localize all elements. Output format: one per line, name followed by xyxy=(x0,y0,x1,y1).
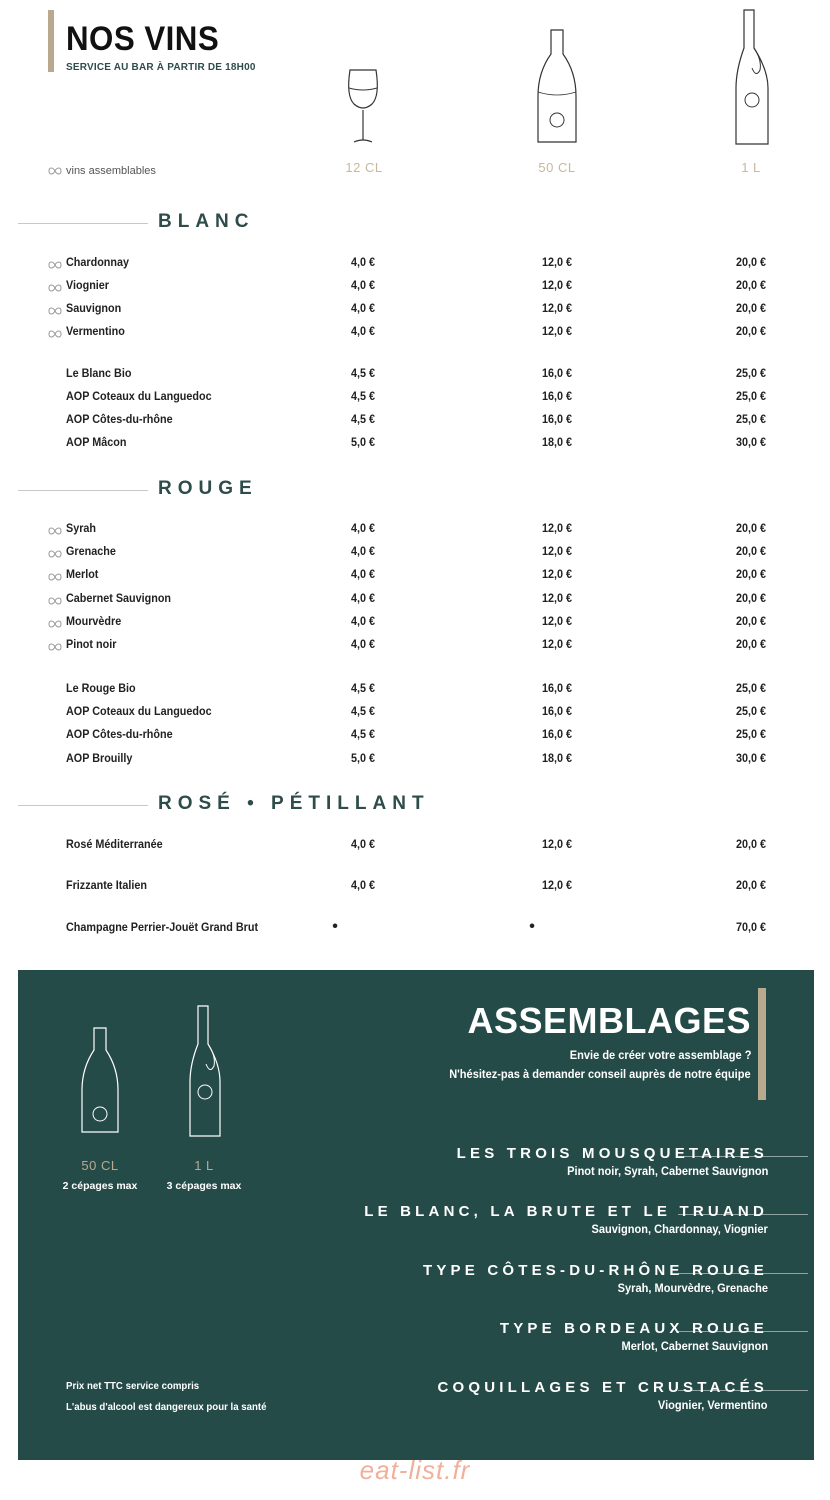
price-p3: 20,0 € xyxy=(735,521,766,535)
section-divider xyxy=(18,490,148,491)
wine-name: Rosé Méditerranée xyxy=(66,837,163,851)
wine-name: AOP Coteaux du Languedoc xyxy=(66,704,212,718)
blend-item xyxy=(457,1145,768,1178)
wine-row xyxy=(0,323,830,341)
price-p3: 20,0 € xyxy=(735,878,766,892)
wine-name: Frizzante Italien xyxy=(66,878,148,892)
wine-name: Viognier xyxy=(66,278,110,292)
wine-name: AOP Côtes-du-rhône xyxy=(66,727,173,741)
assemblages-accent-bar xyxy=(758,988,766,1100)
legend-label: vins assemblables xyxy=(66,165,156,177)
size-header-1l: 1 L xyxy=(741,160,761,175)
wine-row xyxy=(0,411,830,429)
wine-row xyxy=(0,680,830,698)
price-p1: 4,0 € xyxy=(350,837,375,851)
price-p2: 16,0 € xyxy=(541,366,572,380)
infinity-icon xyxy=(48,547,62,561)
bottle-1l-icon xyxy=(186,1004,224,1140)
price-p1: • xyxy=(332,918,338,935)
watermark: eat-list.fr xyxy=(359,1455,471,1485)
infinity-icon xyxy=(48,524,62,538)
blend-item xyxy=(437,1379,768,1412)
price-p2: 16,0 € xyxy=(541,704,572,718)
price-p1: 4,0 € xyxy=(350,567,375,581)
bottle-1l-icon xyxy=(732,8,772,148)
wine-name: Merlot xyxy=(66,567,99,581)
size-header-50cl: 50 CL xyxy=(538,160,576,175)
infinity-icon xyxy=(48,570,62,584)
price-p2: 12,0 € xyxy=(541,878,572,892)
wine-name: Sauvignon xyxy=(66,301,122,315)
wine-row xyxy=(0,836,830,854)
section-title-blanc: BLANC xyxy=(158,211,255,232)
price-p1: 5,0 € xyxy=(350,751,375,765)
wine-name: AOP Mâcon xyxy=(66,435,127,449)
blend-grapes: Syrah, Mourvèdre, Grenache xyxy=(617,1281,768,1295)
wine-row xyxy=(0,636,830,654)
assemblages-subtitle-1: Envie de créer votre assemblage ? xyxy=(569,1048,751,1062)
wine-row xyxy=(0,388,830,406)
price-p1: 4,0 € xyxy=(350,878,375,892)
blend-item xyxy=(423,1262,768,1295)
wine-row xyxy=(0,590,830,608)
wine-name: Le Rouge Bio xyxy=(66,681,136,695)
price-p1: 4,0 € xyxy=(350,591,375,605)
price-p3: 30,0 € xyxy=(735,751,766,765)
price-p2: 12,0 € xyxy=(541,637,572,651)
wine-name: Champagne Perrier-Jouët Grand Brut xyxy=(66,920,259,934)
price-p3: 25,0 € xyxy=(735,727,766,741)
price-p3: 25,0 € xyxy=(735,366,766,380)
wine-name: Vermentino xyxy=(66,324,125,338)
infinity-icon xyxy=(48,327,62,341)
section-title-rose-petillant: ROSÉ • PÉTILLANT xyxy=(158,793,430,814)
price-p3: 25,0 € xyxy=(735,412,766,426)
blend-name: LES TROIS MOUSQUETAIRES xyxy=(456,1145,768,1162)
price-p1: 4,0 € xyxy=(350,278,375,292)
price-p2: 16,0 € xyxy=(541,681,572,695)
bottle-50cl-icon xyxy=(536,28,578,146)
price-p3: 20,0 € xyxy=(735,614,766,628)
price-p1: 4,5 € xyxy=(350,389,375,403)
infinity-icon xyxy=(48,304,62,318)
price-p1: 4,0 € xyxy=(350,614,375,628)
price-p2: 16,0 € xyxy=(541,412,572,426)
price-p1: 4,0 € xyxy=(350,544,375,558)
bottle-50cl-icon xyxy=(80,1026,120,1136)
infinity-icon xyxy=(48,258,62,272)
price-p2: 18,0 € xyxy=(541,435,572,449)
price-p1: 4,5 € xyxy=(350,681,375,695)
assemblages-panel xyxy=(18,970,814,1460)
wine-name: AOP Coteaux du Languedoc xyxy=(66,389,212,403)
infinity-icon xyxy=(48,594,62,608)
wine-row xyxy=(0,877,830,895)
wine-name: Syrah xyxy=(66,521,97,535)
price-p3: 20,0 € xyxy=(735,278,766,292)
price-p2: 12,0 € xyxy=(541,278,572,292)
infinity-icon xyxy=(48,640,62,654)
infinity-icon xyxy=(48,281,62,295)
wine-name: Chardonnay xyxy=(66,255,130,269)
price-p2: 18,0 € xyxy=(541,751,572,765)
price-p2: 12,0 € xyxy=(541,567,572,581)
price-p3: 20,0 € xyxy=(735,255,766,269)
price-p3: 70,0 € xyxy=(735,920,766,934)
price-p1: 4,0 € xyxy=(350,324,375,338)
wine-name: Grenache xyxy=(66,544,116,558)
section-divider xyxy=(18,805,148,806)
wine-name: Cabernet Sauvignon xyxy=(66,591,172,605)
blend-grapes: Merlot, Cabernet Sauvignon xyxy=(621,1339,768,1353)
price-p3: 25,0 € xyxy=(735,681,766,695)
wine-row xyxy=(0,277,830,295)
wine-row xyxy=(0,566,830,584)
price-p1: 4,5 € xyxy=(350,727,375,741)
assemblages-title: ASSEMBLAGES xyxy=(467,1000,751,1041)
caption-1l: 3 cépages max xyxy=(166,1180,242,1192)
price-p2: 12,0 € xyxy=(541,591,572,605)
price-p3: 25,0 € xyxy=(735,704,766,718)
price-p2: 12,0 € xyxy=(541,255,572,269)
wine-row xyxy=(0,365,830,383)
title-accent-bar xyxy=(48,10,54,72)
price-p1: 4,5 € xyxy=(350,366,375,380)
wine-row xyxy=(0,703,830,721)
blend-name: LE BLANC, LA BRUTE ET LE TRUAND xyxy=(364,1203,768,1220)
blend-item xyxy=(500,1320,768,1353)
price-p1: 4,0 € xyxy=(350,301,375,315)
wine-row xyxy=(0,300,830,318)
price-p2: 12,0 € xyxy=(541,521,572,535)
wine-row xyxy=(0,613,830,631)
wine-row xyxy=(0,434,830,452)
wine-row xyxy=(0,520,830,538)
wine-name: Mourvèdre xyxy=(66,614,122,628)
blend-grapes: Sauvignon, Chardonnay, Viognier xyxy=(591,1222,768,1236)
blend-name: COQUILLAGES ET CRUSTACÉS xyxy=(437,1379,768,1396)
price-p3: 20,0 € xyxy=(735,544,766,558)
wine-row xyxy=(0,726,830,744)
wine-name: AOP Brouilly xyxy=(66,751,133,765)
price-p3: 20,0 € xyxy=(735,591,766,605)
price-p2: 12,0 € xyxy=(541,301,572,315)
price-p2: 12,0 € xyxy=(541,544,572,558)
page-title: NOS VINS xyxy=(66,20,220,58)
price-p2: 16,0 € xyxy=(541,727,572,741)
blend-item xyxy=(364,1203,768,1236)
wine-glass-icon xyxy=(344,66,382,146)
wine-row xyxy=(0,919,830,937)
legend-assemblable xyxy=(48,165,156,177)
price-p1: 4,0 € xyxy=(350,521,375,535)
price-note: Prix net TTC service compris xyxy=(66,1380,200,1392)
health-warning: L'abus d'alcool est dangereux pour la santé xyxy=(66,1401,267,1413)
size-label-1l: 1 L xyxy=(194,1158,214,1173)
price-p3: 20,0 € xyxy=(735,324,766,338)
wine-row xyxy=(0,254,830,272)
price-p1: 4,5 € xyxy=(350,704,375,718)
price-p1: 4,5 € xyxy=(350,412,375,426)
price-p2: 12,0 € xyxy=(541,614,572,628)
blend-name: TYPE CÔTES-DU-RHÔNE ROUGE xyxy=(422,1262,768,1279)
price-p3: 20,0 € xyxy=(735,637,766,651)
size-header-12cl: 12 CL xyxy=(345,160,383,175)
page-subtitle: SERVICE AU BAR À PARTIR DE 18H00 xyxy=(66,62,256,73)
size-label-50cl: 50 CL xyxy=(81,1158,119,1173)
blend-name: TYPE BORDEAUX ROUGE xyxy=(499,1320,768,1337)
price-p2: 16,0 € xyxy=(541,389,572,403)
section-divider xyxy=(18,223,148,224)
infinity-icon xyxy=(48,617,62,631)
caption-50cl: 2 cépages max xyxy=(62,1180,138,1192)
price-p2: 12,0 € xyxy=(541,324,572,338)
price-p3: 20,0 € xyxy=(735,837,766,851)
price-p3: 20,0 € xyxy=(735,301,766,315)
price-p3: 30,0 € xyxy=(735,435,766,449)
wine-name: Pinot noir xyxy=(66,637,117,651)
price-p1: 4,0 € xyxy=(350,255,375,269)
blend-grapes: Viognier, Vermentino xyxy=(658,1398,768,1412)
infinity-icon xyxy=(48,167,62,175)
wine-row xyxy=(0,543,830,561)
price-p3: 20,0 € xyxy=(735,567,766,581)
section-title-rouge: ROUGE xyxy=(158,478,258,499)
wine-name: AOP Côtes-du-rhône xyxy=(66,412,173,426)
price-p3: 25,0 € xyxy=(735,389,766,403)
price-p2: 12,0 € xyxy=(541,837,572,851)
wine-row xyxy=(0,750,830,768)
price-p1: 5,0 € xyxy=(350,435,375,449)
price-p1: 4,0 € xyxy=(350,637,375,651)
assemblages-subtitle-2: N'hésitez-pas à demander conseil auprès de notre équipe xyxy=(449,1067,751,1081)
wine-name: Le Blanc Bio xyxy=(66,366,132,380)
price-p2: • xyxy=(529,918,535,935)
blend-grapes: Pinot noir, Syrah, Cabernet Sauvignon xyxy=(566,1164,768,1178)
